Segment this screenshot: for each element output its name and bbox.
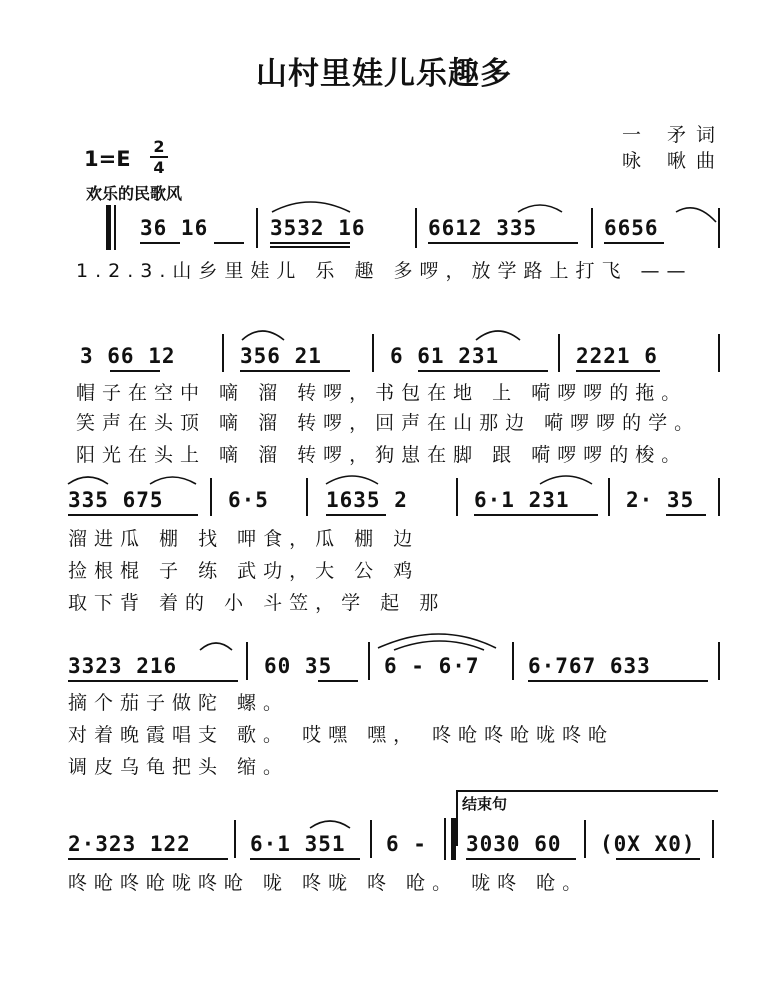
tempo-marking: 欢乐的民歌风 bbox=[86, 184, 183, 203]
s5-measure-5: (0X X0) bbox=[600, 832, 696, 856]
s4-lyric-2: 对着晚霞唱支 歌。 哎嘿 嘿， 咚呛咚呛咙咚呛 bbox=[68, 724, 615, 746]
s2-lyric-1: 帽子在空中 嘀 溜 转啰，书包在地 上 嗬啰啰的拖。 bbox=[76, 382, 688, 404]
s5-measure-2: 6·1 351 bbox=[250, 832, 346, 856]
s1-measure-2: 3532 16 bbox=[270, 216, 366, 240]
s3-measure-3: 1635 2 bbox=[326, 488, 408, 512]
s5-measure-3: 6 - bbox=[386, 832, 427, 856]
time-signature-top: 2 bbox=[153, 137, 165, 156]
s2-measure-4: 2221 6 bbox=[576, 344, 658, 368]
s3-measure-5: 2· 35 bbox=[626, 488, 695, 512]
s3-measure-4: 6·1 231 bbox=[474, 488, 570, 512]
s1-lyric: 1.2.3.山乡里娃儿 乐 趣 多啰，放学路上打飞 —— bbox=[76, 260, 693, 282]
ending-label: 结束句 bbox=[462, 795, 508, 813]
s5-lyric: 咚呛咚呛咙咚呛 咙 咚咙 咚 呛。 咙咚 呛。 bbox=[68, 872, 589, 894]
lyricist-credit: 一 矛词 bbox=[622, 124, 726, 146]
s3-measure-2: 6·5 bbox=[228, 488, 269, 512]
page-title: 山村里娃儿乐趣多 bbox=[256, 56, 512, 92]
s2-measure-1: 3 66 12 bbox=[80, 344, 176, 368]
s4-lyric-3: 调皮乌龟把头 缩。 bbox=[68, 756, 290, 778]
s1-measure-3: 6612 335 bbox=[428, 216, 538, 240]
s1-measure-1: 36 16 bbox=[140, 216, 209, 240]
s4-measure-3: 6 - 6·7 bbox=[384, 654, 480, 678]
s4-lyric-1: 摘个茄子做陀 螺。 bbox=[68, 692, 290, 714]
s1-measure-4: 6656 bbox=[604, 216, 659, 240]
s4-measure-2: 60 35 bbox=[264, 654, 333, 678]
s2-lyric-3: 阳光在头上 嘀 溜 转啰，狗崽在脚 跟 嗬啰啰的梭。 bbox=[76, 444, 688, 466]
time-signature-bottom: 4 bbox=[153, 158, 165, 177]
composer-credit: 咏 啾曲 bbox=[622, 150, 726, 172]
s3-measure-1: 335 675 bbox=[68, 488, 164, 512]
s5-measure-4: 3030 60 bbox=[466, 832, 562, 856]
s4-measure-4: 6·767 633 bbox=[528, 654, 651, 678]
s2-lyric-2: 笑声在头顶 嘀 溜 转啰，回声在山那边 嗬啰啰的学。 bbox=[76, 412, 701, 434]
s4-measure-1: 3323 216 bbox=[68, 654, 178, 678]
s3-lyric-2: 捡根棍 子 练 武功，大 公 鸡 bbox=[68, 560, 420, 582]
s3-lyric-1: 溜进瓜 棚 找 呷食，瓜 棚 边 bbox=[68, 528, 420, 550]
s2-measure-3: 6 61 231 bbox=[390, 344, 500, 368]
s5-measure-1: 2·323 122 bbox=[68, 832, 191, 856]
s3-lyric-3: 取下背 着的 小 斗笠，学 起 那 bbox=[68, 592, 446, 614]
key-signature: 1=E bbox=[84, 147, 131, 171]
s2-measure-2: 356 21 bbox=[240, 344, 322, 368]
